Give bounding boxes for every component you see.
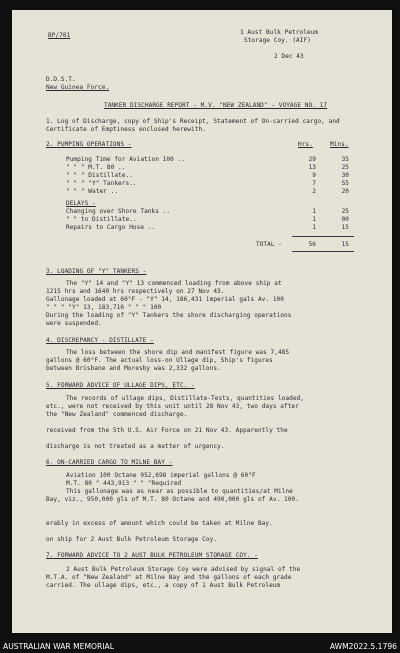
pumping-row-minutes: 30 — [341, 172, 349, 179]
section-2-title: 2. PUMPING OPERATIONS - — [46, 141, 132, 148]
section-7-line: M.T.A. of "New Zealand" at Milne Bay and the gallons of each grade — [46, 574, 292, 581]
pumping-row-hours: 29 — [308, 156, 316, 163]
section-5-line: etc., were not received by this unit until 28 Nov 43, two days after — [46, 403, 299, 410]
section-3-line: During the loading of "Y" Tankers the shore discharging operations — [46, 312, 292, 319]
pumping-row-label: " " " M.T. 80 .. — [66, 164, 126, 171]
section-5-line: the "New Zealand" commenced discharge. — [46, 411, 188, 418]
delay-row-label: " " to Distillate.. — [66, 216, 137, 223]
delay-row-hours: 1 — [312, 208, 316, 215]
section-5-title: 5. FORWARD ADVICE OF ULLAGE DIPS, ETC. - — [46, 382, 195, 389]
pumping-row-minutes: 35 — [341, 156, 349, 163]
section-7-title: 7. FORWARD ADVICE TO 2 AUST BULK PETROLEUM STORAGE COY. - — [46, 552, 258, 559]
section-6-line: This gallonage was as near as possible to quantities/at Milne — [66, 488, 293, 495]
section-3-line: Gallonage loaded at 60°F - "Y" 14, 186,431 imperial gals Av. 100 — [46, 296, 284, 303]
archive-caption-bar — [0, 640, 400, 653]
pumping-row-label: Pumping Time for Aviation 100 .. — [66, 156, 185, 163]
total-hours: 56 — [308, 241, 316, 248]
section-5-line: received from the 5th U.S. Air Force on 21 Nov 43. Apparently the — [46, 427, 288, 434]
addressee-line1: D.D.S.T. — [46, 76, 76, 83]
section-4-line: gallons @ 60°F. The actual loss-on Ullage dip, Ship's figures — [46, 357, 273, 364]
pumping-row-hours: 7 — [312, 180, 316, 187]
pumping-row-label: " " " "Y" Tankers.. — [66, 180, 137, 187]
delays-title: DELAYS - — [66, 200, 96, 207]
total-label: TOTAL - — [256, 241, 283, 248]
pumping-row-hours: 9 — [312, 172, 316, 179]
document-page — [12, 10, 392, 633]
delay-row-label: Changing over Shore Tanks .. — [66, 208, 171, 215]
section-3-line: 1215 hrs and 1640 hrs respectively on 27 Nov 43. — [46, 288, 225, 295]
unit-name-line2: Storage Coy. (AIF) — [244, 37, 311, 44]
pumping-row-minutes: 20 — [341, 188, 349, 195]
section-5-line: discharge is not treated as a matter of urgency. — [46, 443, 225, 450]
report-title: TANKER DISCHARGE REPORT - M.V. "NEW ZEALAND" - VOYAGE NO. 17 — [104, 102, 328, 109]
section-4-line: The loss between the shore dip and manifest figure was 7,485 — [66, 349, 290, 356]
section-6-line: M.T. 80 " 443,913 " " "Required — [66, 480, 182, 487]
archive-name: AUSTRALIAN WAR MEMORIAL — [3, 642, 114, 651]
hours-column-header: Hrs. — [298, 141, 313, 148]
section-4-line: between Brisbane and Moresby was 2,332 gallons. — [46, 365, 221, 372]
section-6-line: on ship for 2 Aust Bulk Petroleum Storage Coy. — [46, 536, 218, 543]
delay-row-minutes: 00 — [341, 216, 349, 223]
archive-accession-number: AWM2022.5.1796 — [329, 642, 397, 651]
section-6-line: Bay, viz., 950,000 gls of M.T. 80 Octane and 490,000 gls of Av. 100. — [46, 496, 299, 503]
total-rule-top — [292, 236, 354, 237]
delay-row-hours: 1 — [312, 224, 316, 231]
pumping-row-label: " " " Distillate.. — [66, 172, 133, 179]
section-4-title: 4. DISCREPANCY - DISTILLATE - — [46, 337, 154, 344]
section-1-text: 1. Log of Discharge, copy of Ship's Receipt, Statement of On-carried cargo, and Certificate of Emptiness enclosed herewith. — [46, 118, 340, 133]
total-minutes: 15 — [341, 241, 349, 248]
section-3-line: " " " "Y" 13, 183,716 " " " 100 — [46, 304, 162, 311]
section-6-line: erably in excess of amount which could be taken at Milne Bay. — [46, 520, 273, 527]
pumping-row-hours: 2 — [312, 188, 316, 195]
delay-row-label: Repairs to Cargo Hose .. — [66, 224, 156, 231]
section-3-line: were suspended. — [46, 320, 102, 327]
pumping-row-hours: 13 — [308, 164, 316, 171]
delay-row-minutes: 15 — [341, 224, 349, 231]
pumping-row-minutes: 25 — [341, 164, 349, 171]
section-3-line: The "Y" 14 and "Y" 13 commenced loading from above ship at — [66, 280, 282, 287]
section-3-title: 3. LOADING OF "Y" TANKERS - — [46, 268, 147, 275]
document-date: 2 Dec 43 — [274, 53, 304, 60]
pumping-row-label: " " " Water .. — [66, 188, 119, 195]
addressee-line2: New Guinea Force. — [46, 84, 110, 91]
delay-row-minutes: 25 — [341, 208, 349, 215]
minutes-column-header: Mins. — [330, 141, 349, 148]
delay-row-hours: 1 — [312, 216, 316, 223]
reference-number: BP/701 — [48, 32, 71, 39]
section-5-line: The records of ullage dips, Distillate-Tests, quantities loaded, — [66, 395, 304, 402]
pumping-row-minutes: 55 — [341, 180, 349, 187]
section-6-title: 6. ON-CARRIED CARGO TO MILNE BAY - — [46, 459, 173, 466]
section-7-line: 2 Aust Bulk Petroleum Storage Coy were advised by signal of the — [66, 566, 301, 573]
section-7-line: carried. The ullage dips, etc., a copy of 1 Aust Bulk Petroleum — [46, 582, 281, 589]
unit-name-line1: 1 Aust Bulk Petroleum — [240, 29, 319, 36]
total-rule-bottom — [292, 251, 354, 252]
section-6-line: Aviation 100 Octane 952,698 imperial gallons @ 60°F — [66, 472, 256, 479]
